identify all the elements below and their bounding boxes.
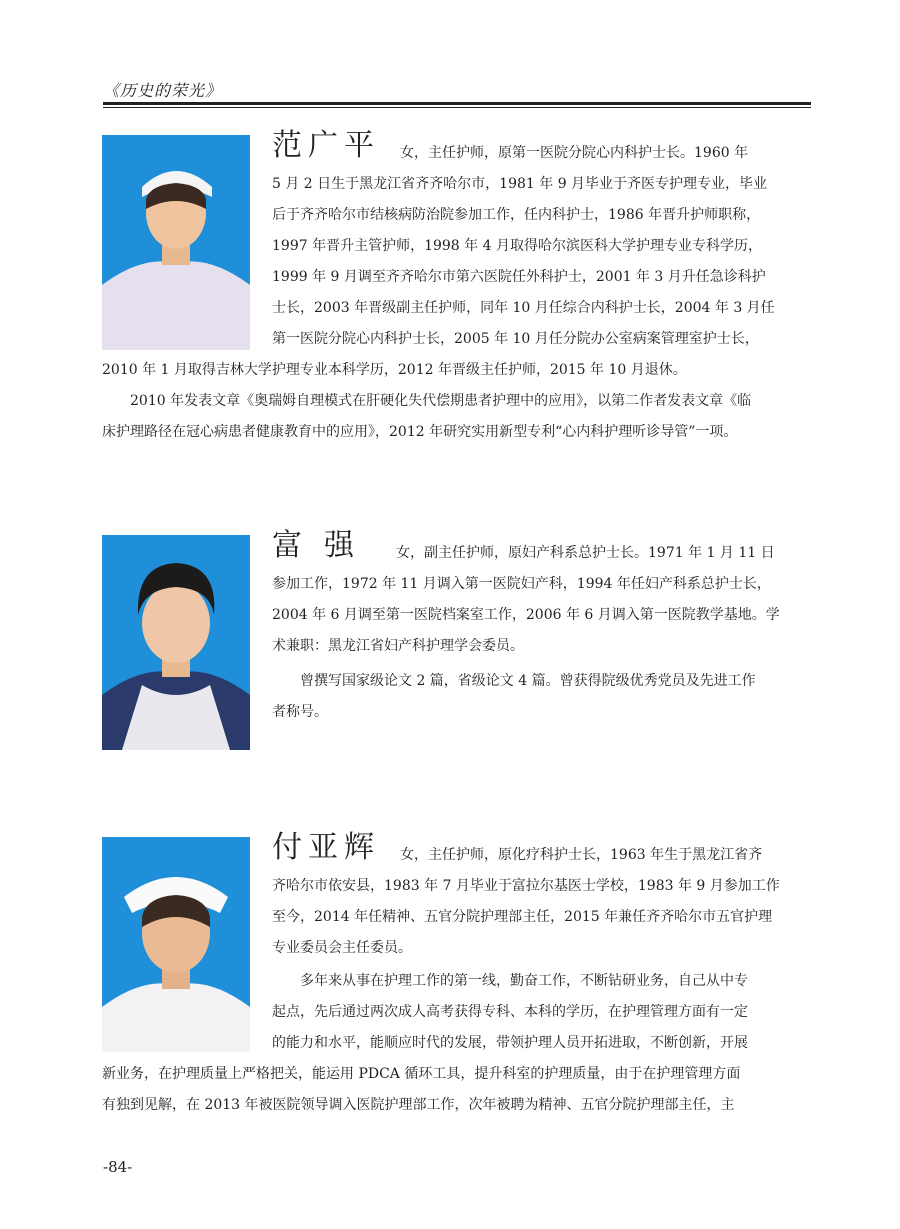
bio-3-line-9: 有独到见解，在 2013 年被医院领导调入医院护理部工作，次年被聘为精神、五官分院护理部主任，主 (102, 1097, 735, 1113)
person-name: 范广平 (272, 128, 380, 163)
bio-2-line-5: 曾撰写国家级论文 2 篇，省级论文 4 篇。曾获得院级优秀党员及先进工作 (300, 673, 756, 689)
bio-1-line-5: 1999 年 9 月调至齐齐哈尔市第六医院任外科护士，2001 年 3 月升任急诊科护 (272, 269, 766, 285)
bio-3-line-7: 的能力和水平，能顺应时代的发展，带领护理人员开拓进取，不断创新，开展 (272, 1035, 748, 1051)
portrait-photo-3 (102, 837, 250, 1052)
bio-1-line-1: 范广平 女，主任护师，原第一医院分院心内科护士长。1960 年 (272, 128, 749, 163)
bio-1-line-3: 后于齐齐哈尔市结核病防治院参加工作，任内科护士，1986 年晋升护师职称， (272, 207, 761, 223)
portrait-photo-1 (102, 135, 250, 350)
bio-2-line-6: 者称号。 (272, 704, 328, 720)
bio-1-line-8: 2010 年 1 月取得吉林大学护理专业本科学历，2012 年晋级主任护师，2015 年 10 月退休。 (102, 362, 687, 378)
bio-2-line-3: 2004 年 6 月调至第一医院档案室工作，2006 年 6 月调入第一医院教学基地。学 (272, 607, 780, 623)
bio-3-line-3: 至今，2014 年任精神、五官分院护理部主任，2015 年兼任齐齐哈尔市五官护理 (272, 909, 773, 925)
person-name: 富强 (272, 528, 376, 563)
page-number: -84- (103, 1158, 133, 1176)
person-name: 付亚辉 (272, 830, 380, 865)
bio-2-line-1: 富强 女，副主任护师，原妇产科系总护士长。1971 年 1 月 11 日 (272, 528, 775, 563)
portrait-photo-2 (102, 535, 250, 750)
bio-1-line-7: 第一医院分院心内科护士长，2005 年 10 月任分院办公室病案管理室护士长， (272, 331, 759, 347)
bio-2-line-4: 术兼职：黑龙江省妇产科护理学会委员。 (272, 638, 524, 654)
bio-1-line-2: 5 月 2 日生于黑龙江省齐齐哈尔市，1981 年 9 月毕业于齐医专护理专业，毕业 (272, 176, 768, 192)
bio-1-line-6: 士长，2003 年晋级副主任护师，同年 10 月任综合内科护士长，2004 年 3 月任 (272, 300, 775, 316)
bio-3-line-6: 起点，先后通过两次成人高考获得专科、本科的学历，在护理管理方面有一定 (272, 1004, 748, 1020)
bio-3-line-1: 付亚辉 女，主任护师，原化疗科护士长，1963 年生于黑龙江省齐 (272, 830, 763, 865)
bio-1-line-10: 床护理路径在冠心病患者健康教育中的应用》，2012 年研究实用新型专利“心内科护理听诊导管”一项。 (102, 424, 738, 440)
header-rule-thick (103, 102, 811, 105)
bio-2-line-2: 参加工作，1972 年 11 月调入第一医院妇产科，1994 年任妇产科系总护士长， (272, 576, 771, 592)
running-header: 《历史的荣光》 (103, 81, 223, 100)
bio-3-line-8: 新业务，在护理质量上严格把关，能运用 PDCA 循环工具，提升科室的护理质量，由于在护理管理方面 (102, 1066, 741, 1082)
bio-3-line-5: 多年来从事在护理工作的第一线，勤奋工作，不断钻研业务，自己从中专 (300, 973, 748, 989)
bio-3-line-4: 专业委员会主任委员。 (272, 940, 412, 956)
bio-3-line-2: 齐哈尔市依安县，1983 年 7 月毕业于富拉尔基医士学校，1983 年 9 月参加工作 (272, 878, 780, 894)
bio-1-line-9: 2010 年发表文章《奥瑞姆自理模式在肝硬化失代偿期患者护理中的应用》，以第二作者发表文章《临 (130, 393, 752, 409)
header-rule-thin (103, 107, 811, 108)
bio-1-line-4: 1997 年晋升主管护师，1998 年 4 月取得哈尔滨医科大学护理专业专科学历， (272, 238, 762, 254)
